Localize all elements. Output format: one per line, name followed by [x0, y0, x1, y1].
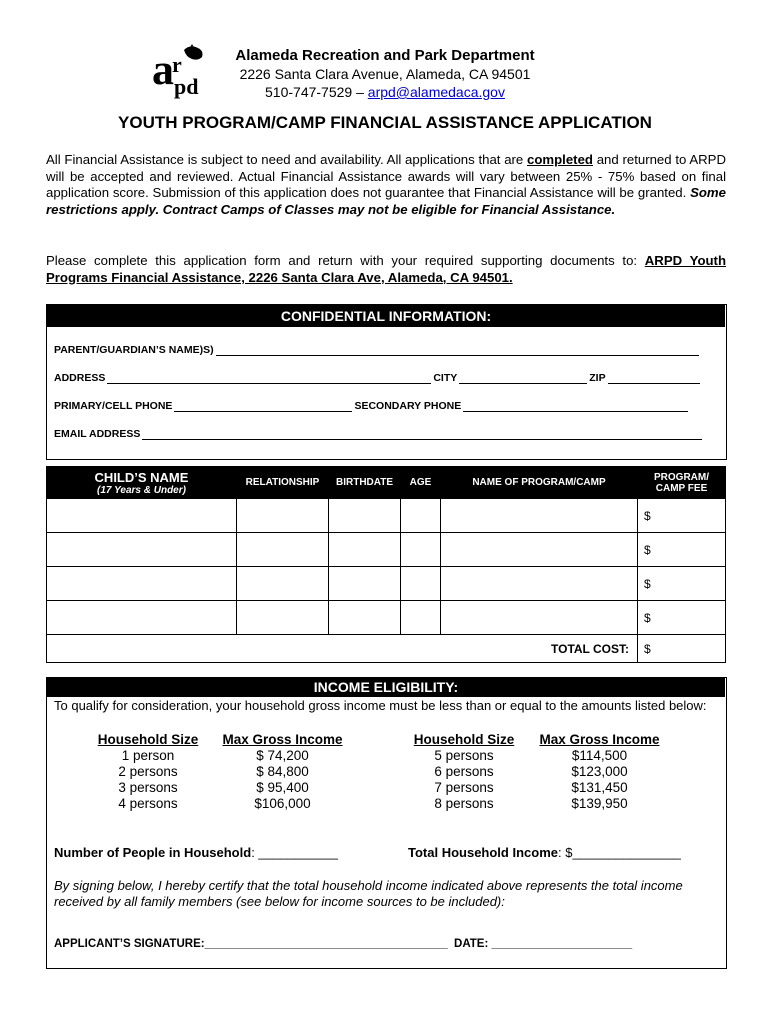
- address-label: ADDRESS: [54, 372, 106, 384]
- phone-separator: –: [352, 84, 368, 100]
- col-relationship: RELATIONSHIP: [237, 467, 329, 499]
- program-cell[interactable]: [441, 567, 638, 601]
- relationship-cell[interactable]: [237, 601, 329, 635]
- fee-cell[interactable]: $: [638, 601, 726, 635]
- logo-letter-a: a: [152, 45, 174, 94]
- left-income-column: [215, 732, 350, 812]
- child-name-cell[interactable]: [47, 499, 237, 533]
- address-row: [54, 372, 702, 384]
- date-field[interactable]: ______________________: [491, 938, 633, 950]
- zip-field[interactable]: [608, 373, 700, 384]
- return-address: ARPD Youth Programs Financial Assistance, 2226 Santa Clara Ave, Alameda, CA 94501.: [46, 253, 726, 285]
- people-in-household-field[interactable]: [54, 845, 338, 860]
- org-email-link[interactable]: arpd@alamedaca.gov: [367, 84, 505, 100]
- signature-field[interactable]: ______________________________________: [204, 938, 448, 950]
- children-table-header: [47, 467, 726, 499]
- intro-paragraph-1: [46, 152, 726, 218]
- city-label: CITY: [433, 372, 458, 384]
- program-cell[interactable]: [441, 533, 638, 567]
- col-birthdate: BIRTHDATE: [329, 467, 401, 499]
- intro-text-2: and returned to ARPD will be accepted and reviewed. Actual Financial Assistance awards will vary between 25% - 75% based on final application score. Submission of this application does not guarantee that Financial Assistance will be granted.: [46, 152, 726, 201]
- primary-phone-label: PRIMARY/CELL PHONE: [54, 400, 173, 412]
- intro-completed: completed: [527, 152, 593, 167]
- fee-cell[interactable]: $: [638, 499, 726, 533]
- fee-heading-2: CAMP FEE: [655, 482, 708, 494]
- household-size-heading: Household Size: [97, 732, 199, 747]
- fee-cell[interactable]: $: [638, 567, 726, 601]
- household-size: 8 persons: [434, 796, 494, 811]
- child-age-note: (17 Years & Under): [97, 484, 186, 496]
- household-size-heading: Household Size: [413, 732, 515, 747]
- income-intro: To qualify for consideration, your household gross income must be less than or equal to the amounts listed below:: [54, 698, 707, 713]
- intro-restrictions: Some restrictions apply. Contract Camps of Classes may not be eligible for Financial Assistance.: [46, 185, 726, 217]
- max-income: $114,500: [571, 748, 628, 763]
- total-household-income-field[interactable]: [408, 845, 681, 860]
- people-label: Number of People in Household: [54, 845, 252, 860]
- age-cell[interactable]: [401, 533, 441, 567]
- household-size: 3 persons: [118, 780, 178, 795]
- max-income-heading: Max Gross Income: [539, 732, 660, 747]
- org-name: Alameda Recreation and Park Department: [235, 47, 535, 64]
- col-fee: [638, 467, 726, 499]
- email-field[interactable]: [142, 429, 702, 440]
- address-field[interactable]: [107, 373, 431, 384]
- child-name-cell[interactable]: [47, 601, 237, 635]
- col-age: AGE: [401, 467, 441, 499]
- signature-label: APPLICANT’S SIGNATURE:: [54, 938, 205, 950]
- email-row: [54, 428, 704, 440]
- total-income-blank[interactable]: : $_______________: [558, 845, 681, 860]
- signature-row: [54, 938, 632, 950]
- col-program: NAME OF PROGRAM/CAMP: [441, 467, 638, 499]
- primary-phone-field[interactable]: [174, 401, 352, 412]
- birthdate-cell[interactable]: [329, 499, 401, 533]
- household-size: 6 persons: [434, 764, 494, 779]
- people-blank[interactable]: : ___________: [251, 845, 338, 860]
- household-size: 1 person: [121, 748, 175, 763]
- max-income: $ 74,200: [256, 748, 309, 763]
- child-name-cell[interactable]: [47, 567, 237, 601]
- email-label: EMAIL ADDRESS: [54, 428, 141, 440]
- relationship-cell[interactable]: [237, 499, 329, 533]
- parent-name-field[interactable]: [216, 345, 699, 356]
- form-title: YOUTH PROGRAM/CAMP FINANCIAL ASSISTANCE APPLICATION: [118, 113, 652, 132]
- fee-cell[interactable]: $: [638, 533, 726, 567]
- income-section: [46, 677, 727, 969]
- secondary-phone-field[interactable]: [463, 401, 688, 412]
- parent-name-label: PARENT/GUARDIAN’S NAME)S): [54, 344, 214, 356]
- max-income: $139,950: [571, 796, 628, 811]
- child-row: [47, 601, 726, 635]
- max-income: $ 84,800: [256, 764, 309, 779]
- logo-letters-pd: pd: [174, 74, 199, 99]
- child-row: [47, 533, 726, 567]
- household-size: 5 persons: [434, 748, 494, 763]
- child-name-heading: CHILD’S NAME: [94, 469, 189, 485]
- intro-paragraph-2: [46, 253, 726, 286]
- org-phone: 510-747-7529: [265, 84, 353, 100]
- child-name-cell[interactable]: [47, 533, 237, 567]
- children-table: [46, 466, 726, 663]
- max-income-heading: Max Gross Income: [222, 732, 343, 747]
- household-size: 2 persons: [118, 764, 178, 779]
- total-cost-label: TOTAL COST:: [47, 635, 638, 663]
- return-text: Please complete this application form and return with your required supporting documents to:: [46, 253, 645, 268]
- phone-row: [54, 400, 690, 412]
- city-field[interactable]: [459, 373, 587, 384]
- age-cell[interactable]: [401, 567, 441, 601]
- child-row: [47, 567, 726, 601]
- right-size-column: [408, 732, 520, 812]
- max-income: $131,450: [571, 780, 628, 795]
- age-cell[interactable]: [401, 499, 441, 533]
- parent-name-row: [54, 344, 701, 356]
- confidential-header: CONFIDENTIAL INFORMATION:: [47, 305, 725, 327]
- household-size: 4 persons: [118, 796, 178, 811]
- logo-letter-r: r: [172, 52, 182, 77]
- program-cell[interactable]: [441, 499, 638, 533]
- birthdate-cell[interactable]: [329, 533, 401, 567]
- secondary-phone-label: SECONDARY PHONE: [354, 400, 462, 412]
- intro-text: All Financial Assistance is subject to need and availability. All applications that are: [46, 152, 528, 167]
- program-cell[interactable]: [441, 601, 638, 635]
- certification-statement: By signing below, I hereby certify that the total household income indicated above represents the total income received by all family members (see below for income sources to be included):: [54, 878, 683, 909]
- total-row: [47, 635, 726, 663]
- max-income: $ 95,400: [256, 780, 309, 795]
- household-size: 7 persons: [434, 780, 494, 795]
- total-income-label: Total Household Income: [408, 845, 558, 860]
- birthdate-cell[interactable]: [329, 567, 401, 601]
- org-contact: [0, 84, 770, 100]
- org-address: 2226 Santa Clara Avenue, Alameda, CA 94501: [239, 66, 531, 82]
- age-cell[interactable]: [401, 601, 441, 635]
- col-child-name: [47, 467, 237, 499]
- date-label: DATE:: [454, 938, 489, 950]
- right-income-column: [532, 732, 667, 812]
- relationship-cell[interactable]: [237, 567, 329, 601]
- max-income: $106,000: [254, 796, 311, 811]
- total-cost-cell[interactable]: $: [638, 635, 726, 663]
- relationship-cell[interactable]: [237, 533, 329, 567]
- child-row: [47, 499, 726, 533]
- income-header: INCOME ELIGIBILITY:: [47, 678, 725, 697]
- zip-label: ZIP: [589, 372, 606, 384]
- max-income: $123,000: [571, 764, 628, 779]
- left-size-column: [92, 732, 204, 812]
- fee-heading-1: PROGRAM/: [654, 471, 709, 483]
- birthdate-cell[interactable]: [329, 601, 401, 635]
